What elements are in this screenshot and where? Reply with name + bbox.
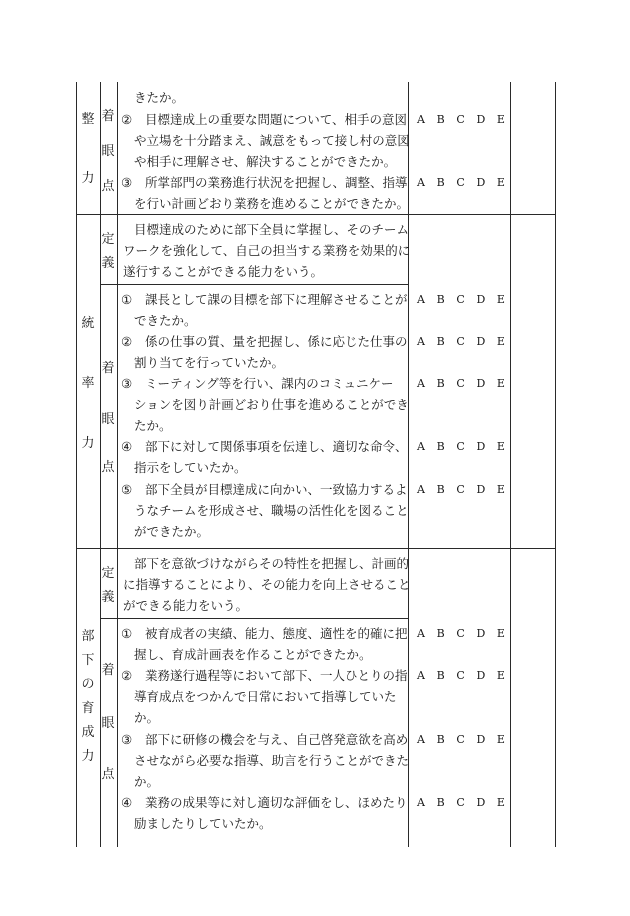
grade-options[interactable] [417, 176, 505, 190]
item-line: たか。 [134, 418, 172, 433]
item-line: を行い計画どおり業務を進めることができたか。 [134, 196, 410, 211]
grade-d[interactable]: D [476, 483, 486, 496]
observation-label-char: 着 [101, 361, 115, 376]
grade-options[interactable] [417, 483, 505, 497]
item-line: 係の仕事の質、量を把握し、係に応じた仕事の [145, 334, 408, 349]
item-line: 導育成点をつかんで日常において指導していた [134, 689, 397, 704]
grade-c[interactable]: C [456, 113, 465, 126]
observation-label-char: 点 [101, 460, 115, 475]
table-border-right [555, 82, 556, 847]
grade-e[interactable]: E [496, 627, 505, 640]
category-char: 力 [81, 171, 95, 186]
grade-e[interactable]: E [496, 483, 505, 496]
grade-options[interactable] [417, 293, 505, 307]
grade-e[interactable]: E [496, 733, 505, 746]
category-char: 力 [81, 749, 95, 764]
category-char: 率 [81, 376, 95, 391]
item-line: させながら必要な指導、助言を行うことができた [134, 753, 410, 768]
grade-a[interactable]: A [417, 293, 425, 306]
column-divider-grade [510, 82, 511, 847]
item-line: ができたか。 [134, 524, 210, 539]
item-line: や立場を十分踏まえ、誠意をもって接し村の意図 [134, 133, 410, 148]
category-char: 成 [81, 725, 95, 740]
grade-e[interactable]: E [496, 176, 505, 189]
grade-b[interactable]: B [436, 113, 445, 126]
grade-c[interactable]: C [456, 377, 465, 390]
item-line: 励ましたりしていたか。 [134, 816, 272, 831]
grade-e[interactable]: E [496, 335, 505, 348]
grade-b[interactable]: B [436, 483, 445, 496]
grade-c[interactable]: C [456, 669, 465, 682]
observation-label-char: 点 [101, 767, 115, 782]
item-line: 課長として課の目標を部下に理解させることが [145, 292, 408, 307]
grade-c[interactable]: C [456, 733, 465, 746]
grade-a[interactable]: A [417, 113, 425, 126]
definition-line: 目標達成のために部下全員に掌握し、そのチーム [134, 222, 410, 237]
grade-d[interactable]: D [476, 627, 486, 640]
item-number: ⑤ [121, 482, 133, 497]
grade-d[interactable]: D [476, 733, 486, 746]
category-char: 統 [81, 316, 95, 331]
category-char: 力 [81, 436, 95, 451]
grade-d[interactable]: D [476, 669, 486, 682]
item-line: 指示をしていたか。 [134, 460, 247, 475]
item-number: ③ [121, 175, 133, 190]
column-divider-label [117, 82, 118, 847]
item-line: ミーティング等を行い、課内のコミュニケー [145, 376, 394, 391]
grade-b[interactable]: B [436, 796, 445, 809]
item-number: ① [121, 292, 133, 307]
observation-label-char: 着 [101, 663, 115, 678]
grade-a[interactable]: A [417, 335, 425, 348]
grade-b[interactable]: B [436, 377, 445, 390]
grade-a[interactable]: A [417, 627, 425, 640]
item-line: うなチームを形成させ、職場の活性化を図ること [134, 503, 409, 518]
grade-c[interactable]: C [456, 483, 465, 496]
grade-d[interactable]: D [476, 796, 486, 809]
definition-label-char: 定 [101, 232, 115, 247]
grade-b[interactable]: B [436, 335, 445, 348]
grade-b[interactable]: B [436, 440, 445, 453]
definition-divider-1 [100, 284, 409, 285]
grade-a[interactable]: A [417, 669, 425, 682]
item-number: ④ [121, 795, 133, 810]
category-char: の [81, 677, 95, 692]
grade-c[interactable]: C [456, 176, 465, 189]
item-line: 部下に対して関係事項を伝達し、適切な命令、 [145, 439, 408, 454]
item-line: 割り当てを行っていたか。 [134, 355, 285, 370]
section-divider-2 [76, 548, 556, 549]
item-line: 被育成者の実績、能力、態度、適性を的確に把 [145, 626, 408, 641]
item-number: ① [121, 626, 133, 641]
item-line: 業務の成果等に対し適切な評価をし、ほめたり [145, 795, 408, 810]
grade-a[interactable]: A [417, 440, 425, 453]
item-number: ② [121, 334, 133, 349]
item-line: 部下全員が目標達成に向かい、一致協力するよ [145, 482, 408, 497]
category-char: 下 [81, 653, 95, 668]
item-number: ③ [121, 376, 133, 391]
item-number: ④ [121, 439, 133, 454]
item-line: 目標達成上の重要な問題について、相手の意図 [145, 112, 408, 127]
item-line: 部下に研修の機会を与え、自己啓発意欲を高め [145, 732, 409, 747]
definition-line: ワークを強化して、自己の担当する業務を効果的に [123, 243, 411, 258]
definition-divider-2 [100, 618, 409, 619]
definition-line: 遂行することができる能力をいう。 [123, 264, 324, 279]
grade-c[interactable]: C [456, 440, 465, 453]
category-char: 整 [81, 112, 95, 127]
grade-options[interactable] [417, 377, 505, 391]
grade-a[interactable]: A [417, 377, 425, 390]
observation-label-char: 点 [101, 179, 115, 194]
item-line: ションを図り計画どおり仕事を進めることができ [134, 397, 409, 412]
grade-e[interactable]: E [496, 796, 505, 809]
grade-a[interactable]: A [417, 733, 425, 746]
item-line: か。 [134, 774, 160, 789]
grade-options[interactable] [417, 335, 505, 349]
grade-options[interactable] [417, 796, 505, 810]
grade-a[interactable]: A [417, 796, 425, 809]
grade-options[interactable] [417, 733, 505, 747]
grade-a[interactable]: A [417, 176, 425, 189]
grade-e[interactable]: E [496, 293, 505, 306]
category-char: 部 [81, 629, 95, 644]
grade-c[interactable]: C [456, 796, 465, 809]
item-line: 業務遂行過程等において部下、一人ひとりの指 [145, 668, 408, 683]
grade-c[interactable]: C [456, 293, 465, 306]
item-number: ② [121, 668, 133, 683]
grade-options[interactable] [417, 669, 505, 683]
item-line: 所掌部門の業務進行状況を把握し、調整、指導 [145, 175, 408, 190]
observation-label-char: 眼 [101, 716, 115, 731]
grade-b[interactable]: B [436, 669, 445, 682]
observation-label-char: 着 [101, 109, 115, 124]
grade-e[interactable]: E [496, 113, 505, 126]
observation-label-char: 眼 [101, 144, 115, 159]
grade-d[interactable]: D [476, 335, 486, 348]
grade-options[interactable] [417, 113, 505, 127]
definition-line: ができる能力をいう。 [123, 598, 249, 613]
grade-a[interactable]: A [417, 483, 425, 496]
definition-label-char: 定 [101, 566, 115, 581]
grade-e[interactable]: E [496, 377, 505, 390]
definition-label-char: 義 [101, 256, 115, 271]
item-number: ② [121, 112, 133, 127]
item-line: できたか。 [134, 313, 197, 328]
grade-b[interactable]: B [436, 176, 445, 189]
grade-b[interactable]: B [436, 733, 445, 746]
grade-d[interactable]: D [476, 440, 486, 453]
observation-label-char: 眼 [101, 412, 115, 427]
grade-b[interactable]: B [436, 293, 445, 306]
grade-c[interactable]: C [456, 335, 465, 348]
definition-label-char: 義 [101, 590, 115, 605]
grade-e[interactable]: E [496, 440, 505, 453]
grade-d[interactable]: D [476, 113, 486, 126]
grade-options[interactable] [417, 627, 505, 641]
grade-d[interactable]: D [476, 293, 486, 306]
item-line: や相手に理解させ、解決することができたか。 [134, 154, 397, 169]
grade-options[interactable] [417, 440, 505, 454]
grade-c[interactable]: C [456, 627, 465, 640]
grade-d[interactable]: D [476, 176, 486, 189]
item-number: ③ [121, 732, 133, 747]
category-char: 育 [81, 701, 95, 716]
definition-line: 部下を意欲づけながらその特性を把握し、計画的 [134, 556, 410, 571]
grade-e[interactable]: E [496, 669, 505, 682]
item-line: 握し、育成計画表を作ることができたか。 [134, 647, 372, 662]
grade-b[interactable]: B [436, 627, 445, 640]
item-line: か。 [134, 710, 160, 725]
grade-d[interactable]: D [476, 377, 486, 390]
definition-line: に指導することにより、その能力を向上させること [123, 577, 411, 592]
continuation-line: きたか。 [134, 90, 185, 105]
section-divider-1 [76, 214, 556, 215]
